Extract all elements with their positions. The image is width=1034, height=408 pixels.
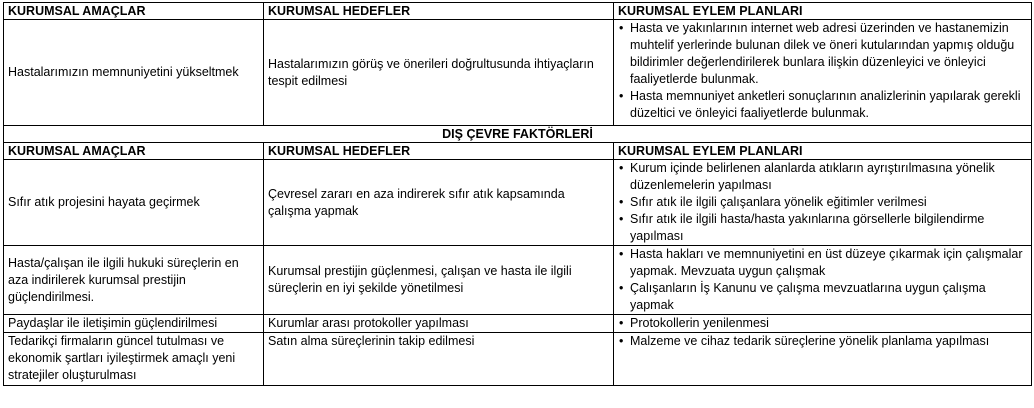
hedef-cell: Kurumsal prestijin güçlenmesi, çalışan ve hasta ile ilgili süreçlerin en iyi şekilde yönetilmesi [264, 246, 614, 315]
section-row [4, 126, 1032, 143]
header-hedefler: KURUMSAL HEDEFLER [264, 143, 614, 160]
header-row [4, 3, 1032, 20]
hedef-cell: Satın alma süreçlerinin takip edilmesi [264, 333, 614, 386]
eylem-list [618, 315, 1027, 332]
amac-cell: Hastalarımızın memnuniyetini yükseltmek [4, 20, 264, 126]
table-row [4, 315, 1032, 333]
eylem-item: • Protokollerin yenilenmesi [618, 315, 1027, 332]
eylem-cell [614, 333, 1032, 386]
eylem-list [618, 20, 1027, 122]
eylem-list [618, 333, 1027, 350]
table-row [4, 333, 1032, 386]
eylem-list [618, 246, 1027, 314]
header-row [4, 143, 1032, 160]
amac-cell: Paydaşlar ile iletişimin güçlendirilmesi [4, 315, 264, 333]
eylem-cell [614, 315, 1032, 333]
amac-cell: Sıfır atık projesini hayata geçirmek [4, 160, 264, 246]
eylem-cell [614, 20, 1032, 126]
table-row [4, 160, 1032, 246]
eylem-item: • Hasta hakları ve memnuniyetini en üst düzeye çıkarmak için çalışmalar yapmak. Mevzuata uygun çalışmak [618, 246, 1027, 280]
header-hedefler: KURUMSAL HEDEFLER [264, 3, 614, 20]
table-row [4, 20, 1032, 126]
eylem-item: • Sıfır atık ile ilgili çalışanlara yönelik eğitimler verilmesi [618, 194, 1027, 211]
eylem-item: • Çalışanların İş Kanunu ve çalışma mevzuatlarına uygun çalışma yapmak [618, 280, 1027, 314]
eylem-cell [614, 160, 1032, 246]
table-row [4, 246, 1032, 315]
hedef-cell: Hastalarımızın görüş ve önerileri doğrultusunda ihtiyaçların tespit edilmesi [264, 20, 614, 126]
hedef-cell: Kurumlar arası protokoller yapılması [264, 315, 614, 333]
header-eylem-planlari: KURUMSAL EYLEM PLANLARI [614, 3, 1032, 20]
eylem-cell [614, 246, 1032, 315]
header-amaclar: KURUMSAL AMAÇLAR [4, 143, 264, 160]
amac-cell: Tedarikçi firmaların güncel tutulması ve ekonomik şartları iyileştirmek amaçlı yeni stratejiler oluşturulması [4, 333, 264, 386]
eylem-item: • Hasta ve yakınlarının internet web adresi üzerinden ve hastanemizin muhtelif yerlerinde bulunan dilek ve öneri kutularından yapmış olduğu bildirimler değerlendirilerek bunlara ilişkin düzenleyici ve önleyici faaliyetlerde bulunmak. [618, 20, 1027, 88]
eylem-item: • Kurum içinde belirlenen alanlarda atıkların ayrıştırılmasına yönelik düzenlemelerin yapılması [618, 160, 1027, 194]
eylem-list [618, 160, 1027, 245]
eylem-item: • Sıfır atık ile ilgili hasta/hasta yakınlarına görsellerle bilgilendirme yapılması [618, 211, 1027, 245]
eylem-item: • Malzeme ve cihaz tedarik süreçlerine yönelik planlama yapılması [618, 333, 1027, 350]
section-title: DIŞ ÇEVRE FAKTÖRLERİ [4, 126, 1032, 143]
header-amaclar: KURUMSAL AMAÇLAR [4, 3, 264, 20]
header-eylem-planlari: KURUMSAL EYLEM PLANLARI [614, 143, 1032, 160]
strategy-table [3, 2, 1032, 386]
hedef-cell: Çevresel zararı en aza indirerek sıfır atık kapsamında çalışma yapmak [264, 160, 614, 246]
amac-cell: Hasta/çalışan ile ilgili hukuki süreçlerin en aza indirilerek kurumsal prestijin güçlendirilmesi. [4, 246, 264, 315]
eylem-item: • Hasta memnuniyet anketleri sonuçlarının analizlerinin yapılarak gerekli düzeltici ve önleyici faaliyetlerde bulunmak. [618, 88, 1027, 122]
